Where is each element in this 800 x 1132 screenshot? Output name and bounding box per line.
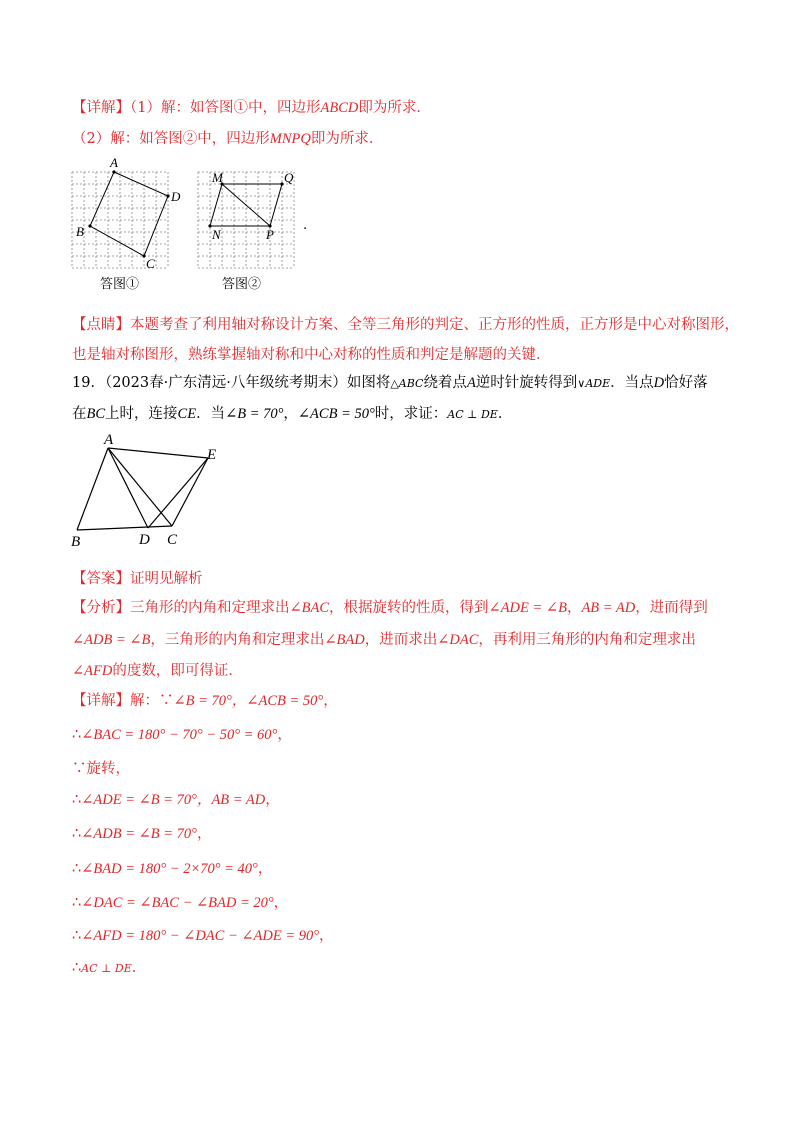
q19-line-2: 在BC上时，连接CE．当∠B = 70°，∠ACB = 50°时，求证：AC ⊥ DE． (72, 406, 513, 422)
answer-line (72, 569, 203, 589)
grid-2 (198, 172, 294, 268)
caption-answer-1: 答图① (100, 277, 140, 292)
label-p: P (266, 227, 274, 242)
answer-text: 证明见解析 (130, 571, 203, 587)
detail-q19-line-6: ∴∠DAC = ∠BAC − ∠BAD = 20°， (72, 895, 289, 911)
question-source: （2023春·广东清远·八年级统考期末） (104, 375, 347, 391)
detail-line-2: （2）解：如答图②中，四边形MNPQ即为所求． (72, 131, 384, 147)
segment-ab (77, 448, 108, 530)
segment-ac (108, 448, 172, 526)
analysis-line-3: ∠AFD的度数，即可得证． (72, 663, 243, 679)
figure-period: . (303, 218, 308, 233)
analysis-line-2: ∠ADB = ∠B，三角形的内角和定理求出∠BAD，进而求出∠DAC，再利用三角形的内角和定理求出 (72, 632, 696, 648)
label-q19-d: D (139, 532, 150, 548)
label-a: A (110, 155, 118, 170)
var-mnpq: MNPQ (269, 131, 311, 147)
grid-1 (72, 172, 168, 268)
detail-q19-line-5: ∴∠BAD = 180° − 2×70° = 40°， (72, 861, 273, 877)
detail-q19-line-4: ∴∠ADB = ∠B = 70°， (72, 826, 212, 842)
detail-q19-line-3: ∴∠ADE = ∠B = 70°，AB = AD， (72, 792, 280, 808)
detail-line-1: 【详解】（1）解：如答图①中，四边形ABCD即为所求． (72, 100, 431, 116)
answer-tag: 【答案】 (72, 571, 130, 587)
detail-q19-line-7: ∴∠AFD = 180° − ∠DAC − ∠ADE = 90°， (72, 928, 334, 944)
detail-q19-line-0: 【详解】解：∵∠B = 70°，∠ACB = 50°， (72, 693, 338, 709)
detail-tag: 【详解】 (72, 100, 130, 116)
label-c: C (146, 256, 155, 271)
label-b: B (76, 224, 84, 239)
q19-line-1: 19．（2023春·广东清远·八年级统考期末）如图将△ABC绕着点A逆时针旋转得到∨ADE．当点D恰好落 (72, 375, 708, 391)
label-q19-c: C (167, 532, 178, 548)
comment-tag: 【点睛】 (72, 317, 130, 333)
analysis-tag: 【分析】 (72, 600, 130, 616)
question-number: 19． (72, 375, 105, 391)
analysis-line-1: 【分析】三角形的内角和定理求出∠BAC，根据旋转的性质，得到∠ADE = ∠B，AB = AD，进而得到 (72, 600, 708, 616)
segment-ce (172, 458, 208, 526)
segment-ad (108, 448, 148, 528)
detail-q19-tag: 【详解】 (72, 693, 130, 709)
label-q19-e: E (207, 447, 217, 463)
var-abcd: ABCD (320, 100, 359, 116)
figure-answer-2 (198, 160, 318, 270)
detail-q19-line-8: ∴AC ⊥ DE． (72, 960, 147, 976)
figure-q19 (68, 432, 238, 552)
label-q: Q (284, 170, 294, 185)
detail-q19-line-1: ∴∠BAC = 180° − 70° − 50° = 60°， (72, 727, 292, 743)
segment-de (148, 458, 208, 528)
segment-bc (77, 526, 172, 530)
figure-answer-1 (72, 155, 192, 271)
label-n: N (212, 227, 221, 242)
segment-ae (108, 448, 208, 458)
label-m: M (212, 170, 223, 185)
comment-line-1: 【点睛】本题考查了利用轴对称设计方案、全等三角形的判定、正方形的性质，正方形是中心对称图形， (72, 317, 739, 333)
label-q19-b: B (71, 534, 81, 550)
comment-line-2: 也是轴对称图形，熟练掌握轴对称和中心对称的性质和判定是解题的关键． (72, 347, 551, 363)
detail-q19-line-2: ∵旋转， (72, 761, 130, 777)
caption-answer-2: 答图② (222, 277, 262, 292)
label-d: D (171, 189, 181, 204)
label-q19-a: A (104, 432, 114, 448)
